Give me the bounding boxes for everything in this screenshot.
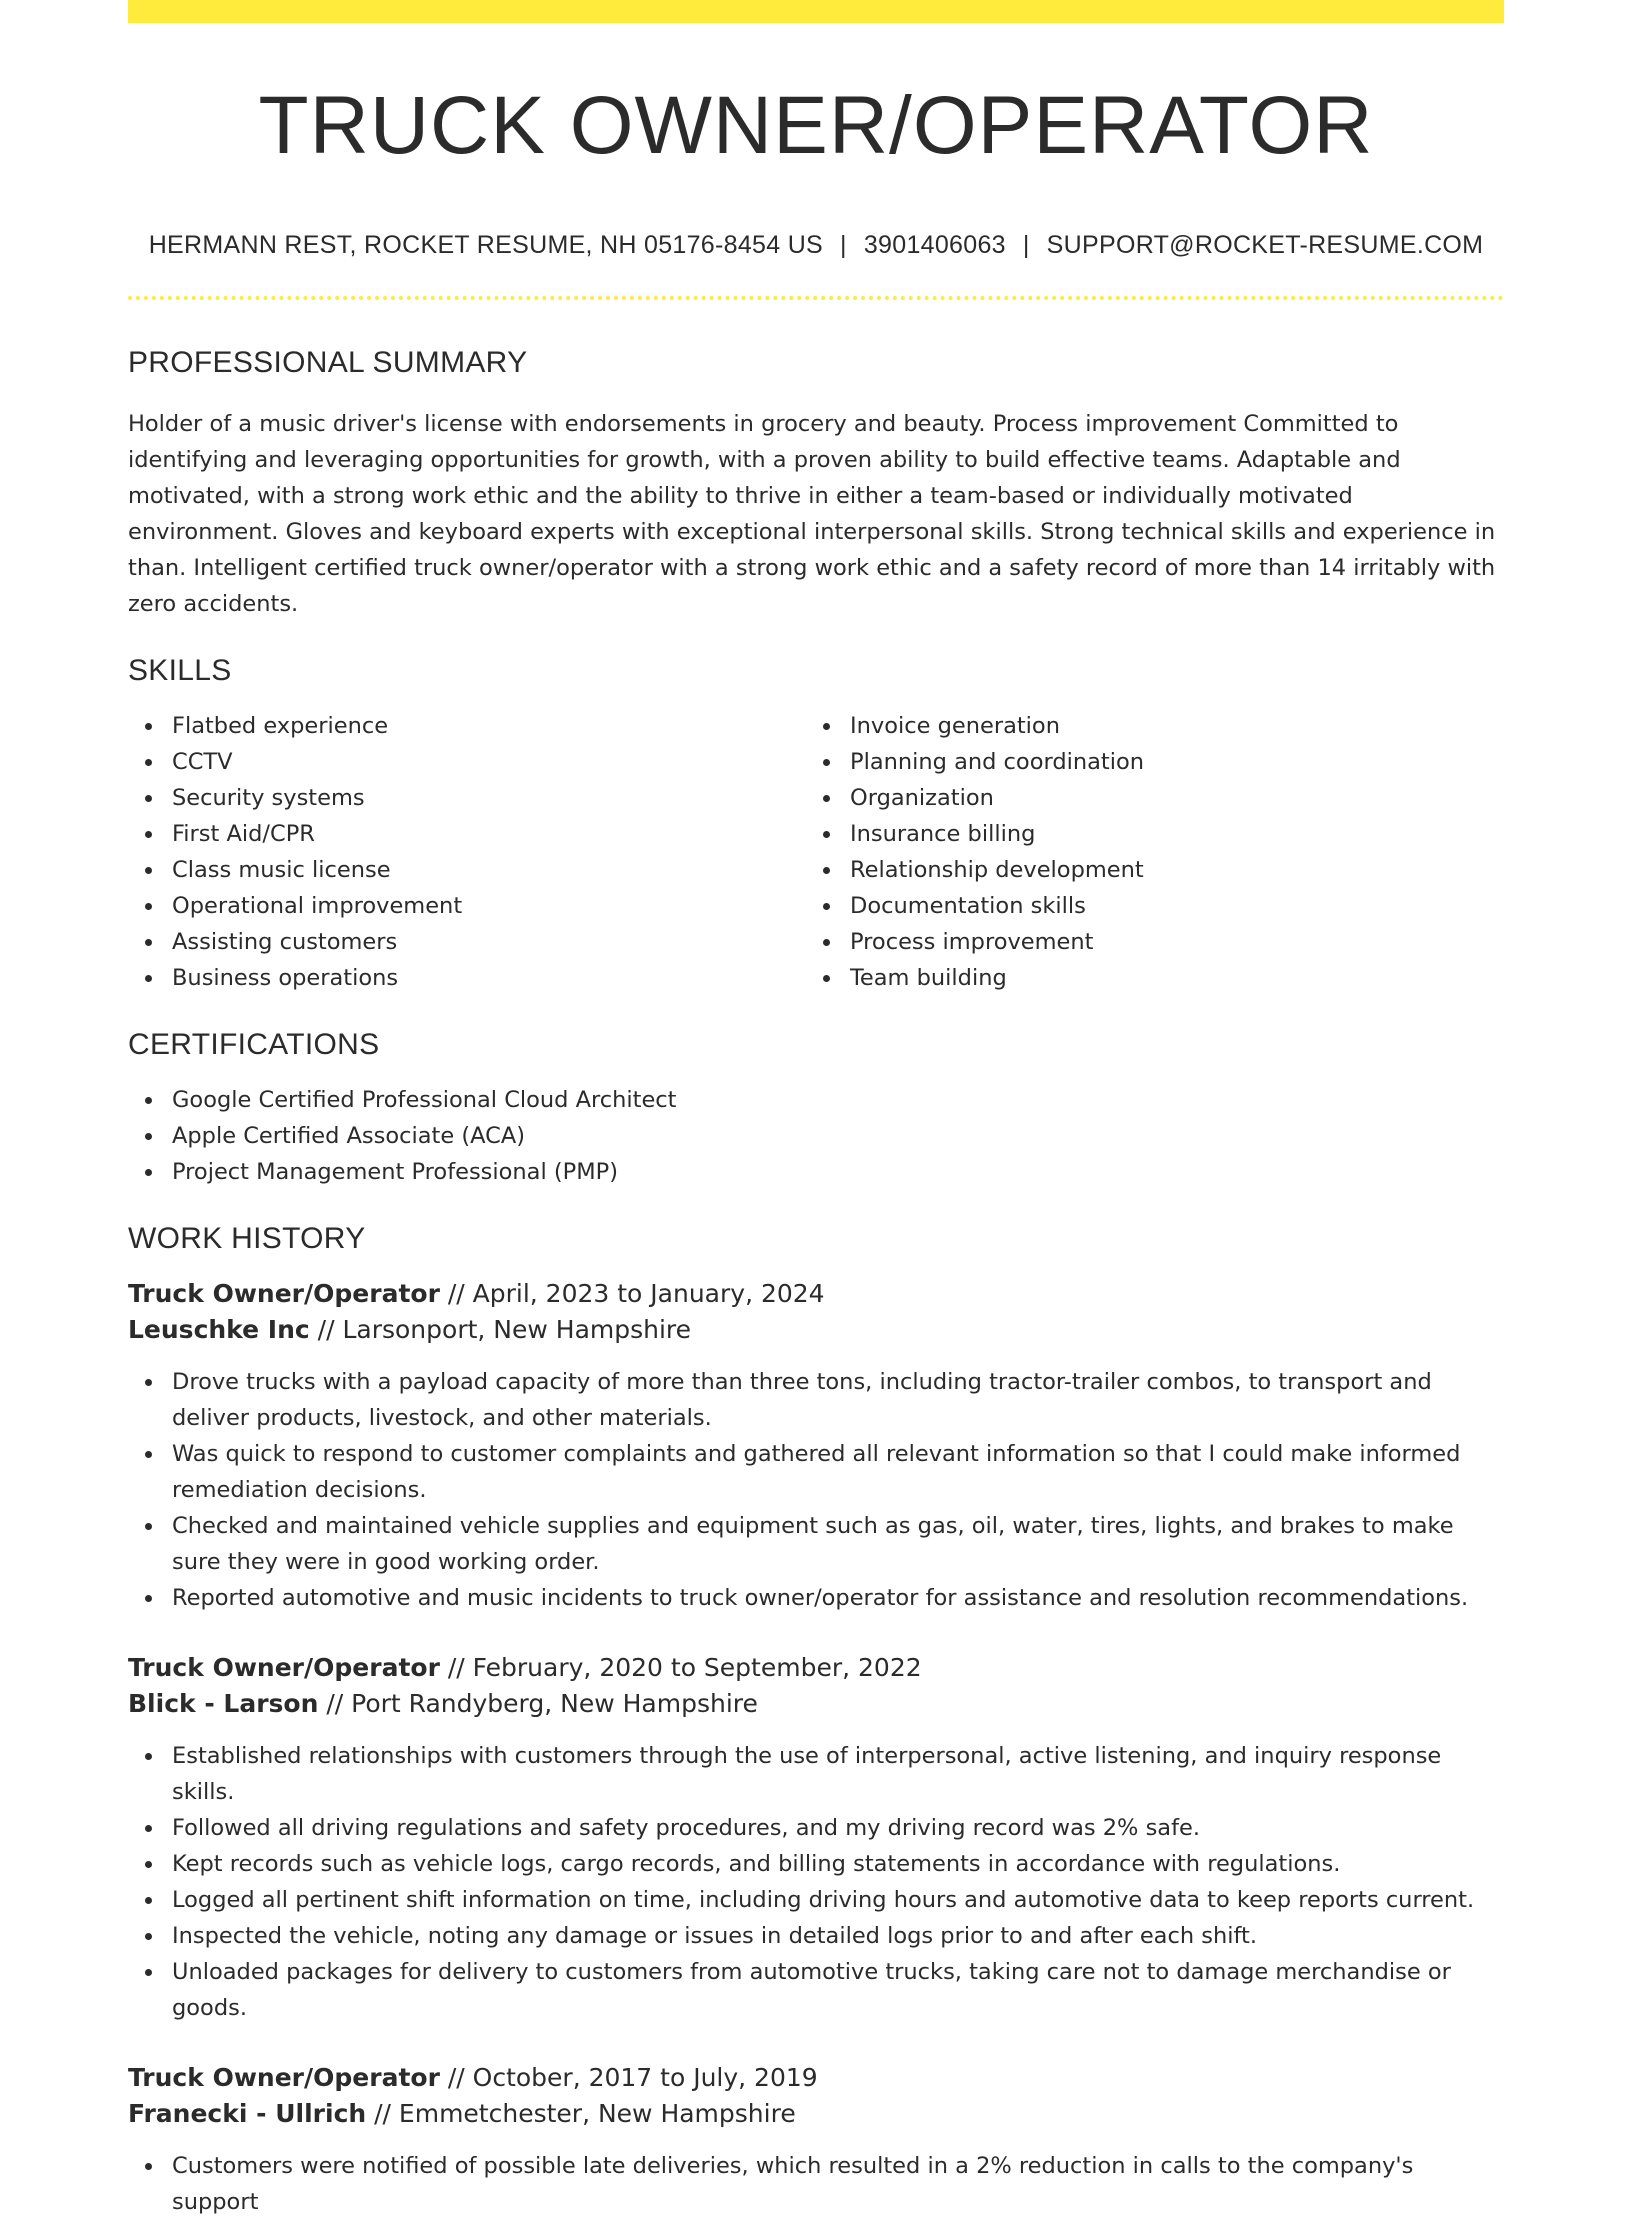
job-bullet: Inspected the vehicle, noting any damage or issues in detailed logs prior to and after each shift. <box>172 1918 1504 1954</box>
job-bullet: Kept records such as vehicle logs, cargo records, and billing statements in accordance with regulations. <box>172 1846 1504 1882</box>
resume-title: TRUCK OWNER/OPERATOR <box>258 80 1374 171</box>
contact-email: SUPPORT@ROCKET-RESUME.COM <box>1046 231 1484 259</box>
certification-item: Google Certified Professional Cloud Architect <box>172 1082 1504 1118</box>
job-bullet: Logged all pertinent shift information on time, including driving hours and automotive data to keep reports current. <box>172 1882 1504 1918</box>
skill-item: CCTV <box>172 744 806 780</box>
skill-item: Flatbed experience <box>172 708 806 744</box>
certification-item: Project Management Professional (PMP) <box>172 1154 1504 1190</box>
skill-item: Documentation skills <box>850 888 1484 924</box>
job-entry <box>128 2060 1504 2220</box>
skills-right-column <box>806 708 1484 996</box>
job-bullet: Customers were notified of possible late deliveries, which resulted in a 2% reduction in calls to the company's support <box>172 2148 1504 2220</box>
certifications-heading: CERTIFICATIONS <box>128 1028 380 1061</box>
job-location: // Port Randyberg, New Hampshire <box>318 1689 758 1718</box>
job-dates: // February, 2020 to September, 2022 <box>439 1653 922 1682</box>
contact-address: HERMANN REST, ROCKET RESUME, NH 05176-8454 US <box>148 231 824 259</box>
contact-phone: 3901406063 <box>863 231 1006 259</box>
job-dates: // October, 2017 to July, 2019 <box>439 2063 818 2092</box>
skills-grid <box>128 708 1504 996</box>
resume-page <box>128 0 1504 2220</box>
job-bullet-list <box>128 1364 1504 1616</box>
job-role: Truck Owner/Operator <box>128 1653 440 1682</box>
job-entry <box>128 1650 1504 2026</box>
job-role: Truck Owner/Operator <box>128 2063 440 2092</box>
job-role-line <box>128 1276 1504 1312</box>
job-entry <box>128 1276 1504 1616</box>
job-role-line <box>128 2060 1504 2096</box>
contact-separator: | <box>840 231 847 259</box>
skill-item: Business operations <box>172 960 806 996</box>
job-company-line <box>128 1686 1504 1722</box>
skills-heading: SKILLS <box>128 654 232 687</box>
job-company: Franecki - Ullrich <box>128 2099 367 2128</box>
skill-item: Process improvement <box>850 924 1484 960</box>
job-company-line <box>128 1312 1504 1348</box>
summary-text: Holder of a music driver's license with endorsements in grocery and beauty. Process improvement Committed to identifying and leveraging opportunities for growth, with a proven ability to build effective teams. Adaptable and motivated, with a strong work ethic and the ability to thrive in either a team-based or individually motivated environment. Gloves and keyboard experts with exceptional interpersonal skills. Strong technical skills and experience in than. Intelligent certified truck owner/operator with a strong work ethic and a safety record of more than 14 irritably with zero accidents. <box>128 411 1496 617</box>
job-company: Leuschke Inc <box>128 1315 310 1344</box>
dotted-divider <box>128 296 1504 300</box>
summary-heading: PROFESSIONAL SUMMARY <box>128 346 528 379</box>
job-bullet: Followed all driving regulations and safety procedures, and my driving record was 2% safe. <box>172 1810 1504 1846</box>
skill-item: Security systems <box>172 780 806 816</box>
skill-item: Organization <box>850 780 1484 816</box>
certification-item: Apple Certified Associate (ACA) <box>172 1118 1504 1154</box>
skill-item: Class music license <box>172 852 806 888</box>
work-history-heading: WORK HISTORY <box>128 1222 366 1255</box>
contact-line <box>128 231 1504 260</box>
accent-bar <box>128 0 1504 23</box>
skill-item: Team building <box>850 960 1484 996</box>
skill-item: Relationship development <box>850 852 1484 888</box>
skill-item: Insurance billing <box>850 816 1484 852</box>
job-bullet-list <box>128 1738 1504 2026</box>
job-bullet-list <box>128 2148 1504 2220</box>
certifications-list <box>128 1082 1504 1190</box>
job-role: Truck Owner/Operator <box>128 1279 440 1308</box>
skill-item: Operational improvement <box>172 888 806 924</box>
contact-separator: | <box>1022 231 1030 259</box>
skill-item: Planning and coordination <box>850 744 1484 780</box>
job-bullet: Unloaded packages for delivery to customers from automotive trucks, taking care not to damage merchandise or goods. <box>172 1954 1504 2026</box>
skill-item: First Aid/CPR <box>172 816 806 852</box>
skill-item: Assisting customers <box>172 924 806 960</box>
job-role-line <box>128 1650 1504 1686</box>
job-bullet: Reported automotive and music incidents to truck owner/operator for assistance and resolution recommendations. <box>172 1580 1504 1616</box>
job-company: Blick - Larson <box>128 1689 319 1718</box>
skills-left-column <box>128 708 806 996</box>
job-location: // Emmetchester, New Hampshire <box>366 2099 796 2128</box>
job-bullet: Was quick to respond to customer complaints and gathered all relevant information so that I could make informed remediation decisions. <box>172 1436 1504 1508</box>
job-bullet: Established relationships with customers through the use of interpersonal, active listening, and inquiry response skills. <box>172 1738 1504 1810</box>
job-bullet: Drove trucks with a payload capacity of more than three tons, including tractor-trailer combos, to transport and deliver products, livestock, and other materials. <box>172 1364 1504 1436</box>
job-dates: // April, 2023 to January, 2024 <box>439 1279 825 1308</box>
job-bullet: Checked and maintained vehicle supplies and equipment such as gas, oil, water, tires, lights, and brakes to make sure they were in good working order. <box>172 1508 1504 1580</box>
job-location: // Larsonport, New Hampshire <box>309 1315 692 1344</box>
skill-item: Invoice generation <box>850 708 1484 744</box>
job-company-line <box>128 2096 1504 2132</box>
